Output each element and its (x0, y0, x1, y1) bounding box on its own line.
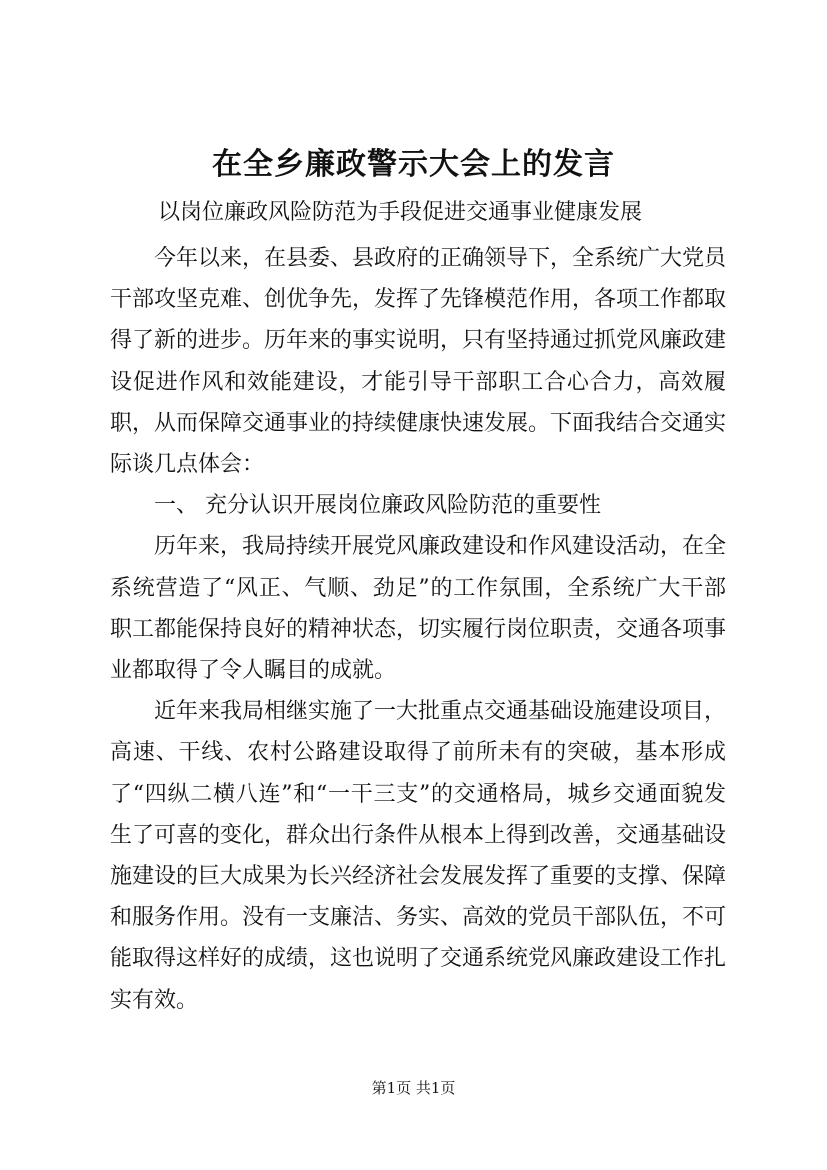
document-body (110, 238, 726, 1021)
paragraph-intro: 今年以来，在县委、县政府的正确领导下，全系统广大党员干部攻坚克难、创优争先，发挥了先锋模范作用，各项工作都取得了新的进步。历年来的事实说明，只有坚持通过抓党风廉政建设促进作风和效能建设，才能引导干部职工合心合力，高效履职，从而保障交通事业的持续健康快速发展。下面我结合交通实际谈几点体会： (110, 246, 727, 478)
document-title: 在全乡廉政警示大会上的发言 (212, 147, 615, 182)
paragraph-achievements: 历年来，我局持续开展党风廉政建设和作风建设活动，在全系统营造了“风正、气顺、劲足”的工作氛围，全系统广大干部职工都能保持良好的精神状态，切实履行岗位职责，交通各项事业都取得了令人瞩目的成就。 (110, 534, 727, 684)
section-heading-1: 一、 充分认识开展岗位廉政风险防范的重要性 (154, 493, 601, 519)
paragraph-infrastructure: 近年来我局相继实施了一大批重点交通基础设施建设项目，高速、干线、农村公路建设取得了前所未有的突破，基本形成了“四纵二横八连”和“一干三支”的交通格局，城乡交通面貌发生了可喜的变化，群众出行条件从根本上得到改善，交通基础设施建设的巨大成果为长兴经济社会发展发挥了重要的支撑、保障和服务作用。没有一支廉洁、务实、高效的党员干部队伍，不可能取得这样好的成绩，这也说明了交通系统党风廉政建设工作扎实有效。 (110, 699, 727, 1013)
document-subtitle: 以岗位廉政风险防范为手段促进交通事业健康发展 (158, 200, 643, 225)
page-footer: 第1页 共1页 (371, 1079, 456, 1097)
